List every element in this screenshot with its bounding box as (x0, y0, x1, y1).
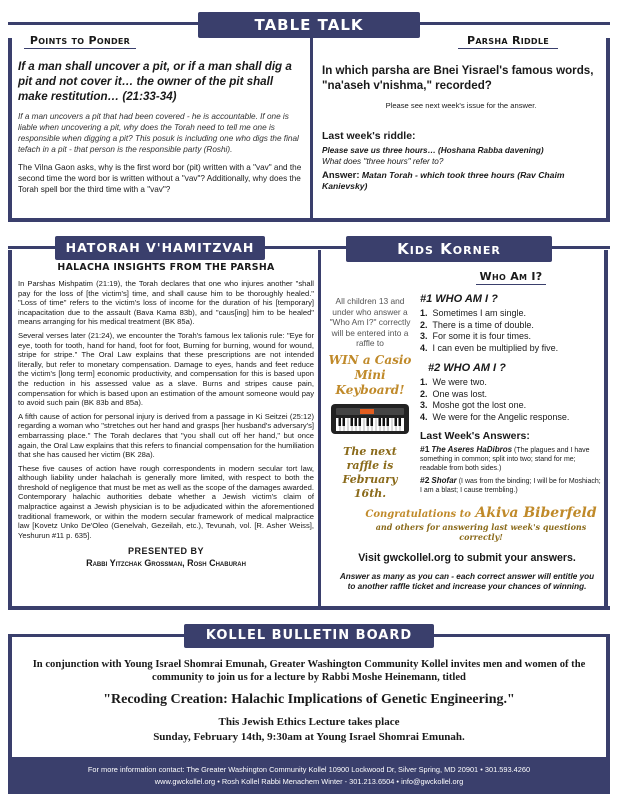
who-am-i (420, 270, 604, 495)
list-item: 4. I can even be multiplied by five. (420, 342, 559, 353)
hatorah-section (18, 262, 314, 568)
list-item: 1. Sometimes I am single. (420, 308, 527, 318)
bulletin-body (24, 658, 594, 743)
ponder-vilna: The Vilna Gaon asks, why is the first word bor (pit) written with a "vav" and the second time the word bor is written without a "vav"? Additionally, why does the Torah spell bor the third time with a "vav"? (18, 163, 302, 194)
kids-korner-banner: Kids Korner (346, 236, 552, 262)
keyboard-icon (330, 402, 410, 436)
ponder-question: If a man shall uncover a pit, or if a man shall dig a pit and not cover it… the owner of the pit shall make restitution… (21:33-34) (18, 60, 292, 103)
table-talk-banner: TABLE TALK (198, 12, 420, 38)
lecture-line1: This Jewish Ethics Lecture takes place (218, 716, 400, 728)
footer (8, 757, 610, 794)
congrats-tail: and others for answering last week's questions correctly! (375, 522, 587, 542)
presented-by: PRESENTED BY (127, 546, 204, 557)
list-item: 3. Moshe got the lost one. (420, 400, 527, 410)
q1-list (420, 308, 604, 354)
visit-link[interactable]: Visit gwckollel.org to submit your answers. (358, 552, 576, 564)
q2-title: #2 WHO AM I ? (428, 362, 506, 374)
presenter-name: Rabbi Yitzchak Grossman, Rosh Chaburah (86, 558, 246, 569)
bulletin-intro: In conjunction with Young Israel Shomrai Emunah, Greater Washington Community Kollel invites men and women of the community to join us for a lecture by Rabbi Moshe Heinemann, titled (32, 659, 586, 683)
hatorah-subheading: HALACHA INSIGHTS FROM THE PARSHA (57, 262, 275, 273)
next-raffle: The next raffle is February 16th. (342, 444, 398, 500)
winner-name: Akiva Biberfeld (475, 505, 597, 521)
footer-links[interactable]: www.gwckollel.org • Rosh Kollel Rabbi Menachem Winter - 301.213.6504 • info@gwckollel.org (154, 777, 464, 786)
q2-list (420, 377, 604, 423)
lecture-line2: Sunday, February 14th, 9:30am at Young Israel Shomrai Emunah. (153, 731, 465, 743)
list-item: 2. One was lost. (420, 388, 488, 399)
raffle-win: WIN a Casio Mini Keyboard! (328, 352, 412, 397)
last-week-riddle-title: Last week's riddle: (322, 130, 416, 142)
last-week-riddle-q: Please save us three hours… (Hoshana Rabba davening) (322, 146, 544, 155)
points-heading: Points to Ponder (24, 34, 136, 49)
who-am-i-heading: Who Am I? (476, 270, 546, 285)
list-item: 2. There is a time of double. (420, 319, 534, 330)
q1-title: #1 WHO AM I ? (420, 293, 498, 305)
points-to-ponder (18, 34, 304, 195)
last-week-riddle-q2: What does "three hours" refer to? (322, 157, 444, 166)
hatorah-p3: A fifth cause of action for personal injury is derived from a passage in Ki Seitzei (25:12) regarding a woman who "stretches out her hand and grasps [her husband's adversary's] embarrassing place." The Torah declares that "you shall cut off her hand," but once again, the Oral Law explains that this refers to financial compensation for the humiliation that she has caused her victim (BK 28a). (18, 411, 314, 460)
congrats-label: Congratulations to (365, 509, 471, 520)
kids-footer-note: Answer as many as you can - each correct answer will entitle you to another raffle ticket and increase your chances of winning. (339, 572, 595, 591)
riddle-note: Please see next week's issue for the answer. (385, 101, 537, 110)
footer-contact: For more information contact: The Greater Washington Community Kollel 10900 Lockwood Dr, Silver Spring, MD 20901 • 301.593.4260 (87, 765, 531, 774)
list-item: 1. We were two. (420, 377, 487, 387)
congrats (358, 504, 604, 542)
last-week-riddle-answer (322, 170, 600, 192)
bulletin-banner: KOLLEL BULLETIN BOARD (184, 624, 434, 648)
riddle-heading: Parsha Riddle (458, 34, 558, 49)
answer-label: Answer: (322, 170, 360, 181)
raffle-intro: All children 13 and under who answer a "Who Am I?" correctly will be entered into a raffle to (329, 296, 411, 348)
hatorah-banner: HATORAH V'HAMITZVAH (55, 236, 265, 260)
answer-1: #1 The Aseres HaDibros (The plagues and I have something in common; split into two; stand for me; readable from both sides.) (420, 444, 590, 472)
list-item: 3. For some it is four times. (420, 331, 532, 341)
list-item: 4. We were for the Angelic response. (420, 411, 570, 422)
riddle-question: In which parsha are Bnei Yisrael's famous words, "na'aseh v'nishma," recorded? (322, 64, 594, 92)
last-answers-title: Last Week's Answers: (420, 430, 530, 442)
hatorah-p2: Several verses later (21:24), we encounter the Torah's famous lex talionis rule: "Eye for eye, tooth for tooth, hand for hand, foot for foot, Burning for burning, wound for wound, stripe for stripe." The Oral Law explains that these prescriptions are not intended literally, but refer to monetary compensation. Damage to eyes, hands and feet reduce the victim's [long term] economic productivity, and compensation for this is based upon the reduction in his assessed value as a slave. Burns and stripes cause pain, compensation for which is based upon an estimation of the amount someone would pay to avoid such pain (BK 83b and 85a). (18, 330, 314, 408)
kids-raffle (326, 296, 414, 501)
parsha-riddle (322, 34, 600, 192)
ponder-commentary: If a man uncovers a pit that had been covered - he is accountable. If one is liable when uncovering a pit, why does the Torah need to tell me one is responsible when digging a pit? This posuk is including one who digs the final tefach in a pit - that person is the responsible party (Roshi). (18, 112, 299, 154)
hatorah-p1: In Parshas Mishpatim (21:19), the Torah declares that one who injures another "shall pay for the loss of [the victim's] time, and shall cause him to be thoroughly healed." "Loss of time" refers to the victim's loss of income for the duration of his [temporary] incapacitation due to the assault (Bava Kama 83b), and "caus[ing] him to be healed" means arranging for his medical treatment (BK 85a). (18, 279, 314, 327)
hatorah-p4: These five causes of action have rough correspondents in modern secular tort law, although liability under halachah is generally more limited, with respect to both the threshold of negligence that must be met as well as the scope of the damages awarded. Contemporary halachic authorities debate whether a Jewish victim's claim of malpractice against a Jewish physician is to be adjudicated within the aforementioned traditional framework, or within the modern secular framework of medical malpractice law [Kovetz Unko De'Oleo (Genelvah, Gezeilah, etc.), Tevunah, vol. [R. Asher Weiss], Yeshurun #11 p. 635]. (18, 463, 314, 540)
answer-2: #2 Shofar (I was from the binding; I will be for Moshiach; I am a blast; I cause trembling.) (420, 475, 601, 494)
answer-text: Matan Torah - which took three hours (Rav Chaim Kanievsky) (322, 170, 565, 191)
lecture-title: "Recoding Creation: Halachic Implications of Genetic Engineering." (103, 692, 515, 707)
